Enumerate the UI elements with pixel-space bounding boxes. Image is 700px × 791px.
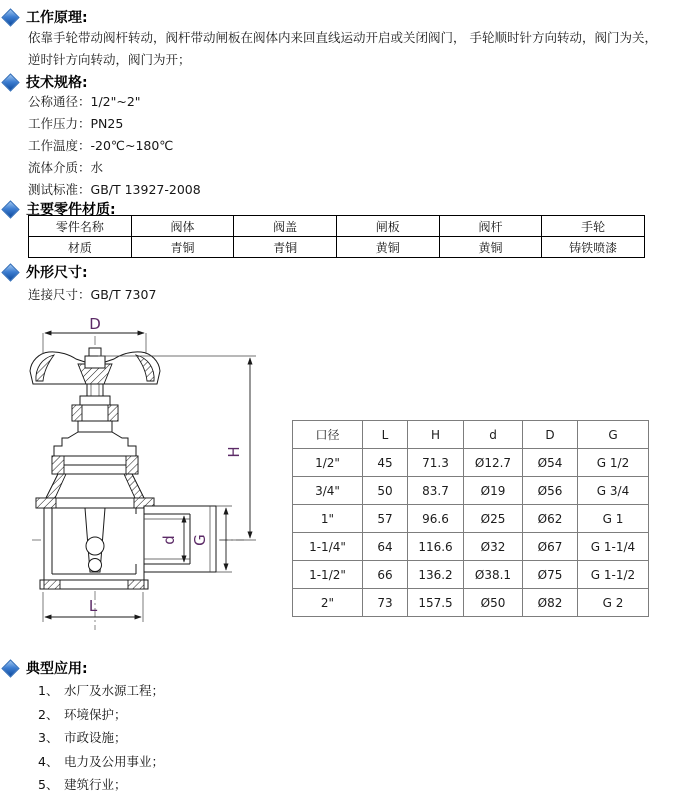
principle-title: 工作原理: (26, 10, 88, 26)
dim-cell: 96.6 (408, 505, 464, 533)
dim-cell: 1-1/2" (293, 561, 363, 589)
dim-cell: 73 (363, 589, 408, 617)
wedge-disc (86, 537, 104, 555)
materials-cell: 手轮 (542, 216, 645, 237)
application-item (38, 773, 164, 791)
dim-table-header-row (293, 421, 649, 449)
dim-label-H: H (225, 446, 243, 458)
materials-title: 主要零件材质: (26, 202, 116, 218)
application-text: 市政设施； (64, 730, 127, 745)
diamond-bullet-icon (1, 659, 19, 677)
diamond-bullet-icon (1, 8, 19, 26)
section-heading-specs (4, 72, 88, 92)
dim-cell: 71.3 (408, 449, 464, 477)
dim-label-L: L (88, 597, 98, 615)
dim-cell: Ø75 (523, 561, 578, 589)
section-heading-principle (4, 7, 88, 27)
application-number: 1、 (38, 683, 59, 698)
dim-cell: 64 (363, 533, 408, 561)
dim-cell: G 1/2 (578, 449, 649, 477)
bonnet-neck (78, 421, 112, 432)
dim-cell: G 3/4 (578, 477, 649, 505)
application-number: 3、 (38, 730, 59, 745)
dim-label-d: d (160, 535, 178, 545)
application-text: 电力及公用事业； (64, 753, 165, 769)
dim-cell: Ø50 (464, 589, 523, 617)
spec-value: -20℃~180℃ (90, 138, 174, 153)
spec-item (28, 179, 201, 201)
connection-value: GB/T 7307 (90, 287, 157, 302)
valve-technical-drawing (15, 312, 270, 642)
dim-table-row (293, 589, 649, 617)
connection-label: 连接尺寸： (28, 287, 91, 302)
section-heading-dimensions (4, 262, 88, 282)
spec-item (28, 135, 201, 157)
diamond-bullet-icon (1, 200, 19, 218)
materials-cell: 阀杆 (439, 216, 542, 237)
dim-cell: Ø67 (523, 533, 578, 561)
dimensions-title: 外形尺寸: (26, 265, 88, 281)
materials-header-row (29, 216, 645, 237)
spec-item (28, 113, 201, 135)
dim-header-cell: H (408, 421, 464, 449)
handwheel-nut (85, 356, 105, 368)
dim-cell: 83.7 (408, 477, 464, 505)
dim-cell: Ø56 (523, 477, 578, 505)
dim-cell: Ø38.1 (464, 561, 523, 589)
spec-value: PN25 (90, 116, 124, 131)
spec-label: 工作压力： (28, 116, 91, 131)
materials-cell: 零件名称 (29, 216, 132, 237)
spec-label: 工作温度： (28, 138, 91, 153)
dim-table-row (293, 561, 649, 589)
materials-table (28, 215, 645, 258)
materials-cell: 黄铜 (336, 237, 439, 258)
spec-item (28, 157, 201, 179)
dim-cell: Ø12.7 (464, 449, 523, 477)
spec-value: 1/2"~2" (90, 94, 141, 109)
application-text: 环境保护； (64, 706, 127, 722)
spec-label: 公称通径： (28, 94, 91, 109)
dim-cell: 116.6 (408, 533, 464, 561)
materials-cell: 黄铜 (439, 237, 542, 258)
dim-cell: 2" (293, 589, 363, 617)
principle-line: 依靠手轮带动阀杆转动，阀杆带动闸板在阀体内来回直线运动开启或关闭阀门， 手轮顺时针方向转动，阀门为关， (28, 30, 657, 45)
dim-header-cell: L (363, 421, 408, 449)
dim-cell: 45 (363, 449, 408, 477)
application-number: 2、 (38, 706, 59, 722)
materials-cell: 阀体 (131, 216, 234, 237)
section-heading-applications (4, 658, 88, 678)
application-number: 4、 (38, 753, 59, 769)
dim-cell: G 1-1/4 (578, 533, 649, 561)
dim-cell: Ø32 (464, 533, 523, 561)
dim-table-row (293, 477, 649, 505)
diamond-bullet-icon (1, 73, 19, 91)
applications-title: 典型应用: (26, 661, 88, 677)
dim-label-D: D (89, 315, 101, 333)
materials-cell: 闸板 (336, 216, 439, 237)
materials-cell: 青铜 (131, 237, 234, 258)
connection-standard-line (28, 285, 156, 303)
wedge-disc (89, 559, 102, 572)
applications-list (38, 679, 164, 791)
gland-collar (80, 396, 110, 405)
materials-cell: 阀盖 (234, 216, 337, 237)
application-item (38, 703, 164, 727)
dim-cell: 1/2" (293, 449, 363, 477)
dim-cell: Ø19 (464, 477, 523, 505)
application-number: 5、 (38, 777, 59, 791)
dim-cell: Ø25 (464, 505, 523, 533)
dim-cell: Ø54 (523, 449, 578, 477)
stem-top-nut (89, 348, 101, 356)
dim-header-cell: G (578, 421, 649, 449)
dim-cell: 66 (363, 561, 408, 589)
dim-cell: 1-1/4" (293, 533, 363, 561)
application-item (38, 750, 164, 774)
spec-label: 流体介质： (28, 160, 91, 175)
dim-table-row (293, 533, 649, 561)
dim-cell: 1" (293, 505, 363, 533)
dim-cell: G 2 (578, 589, 649, 617)
dim-cell: 157.5 (408, 589, 464, 617)
dim-cell: Ø82 (523, 589, 578, 617)
dim-header-cell: d (464, 421, 523, 449)
dim-cell: 57 (363, 505, 408, 533)
application-text: 建筑行业； (64, 777, 127, 791)
spec-value: 水 (90, 160, 104, 175)
specs-title: 技术规格: (26, 75, 88, 91)
diamond-bullet-icon (1, 263, 19, 281)
application-item (38, 679, 164, 703)
application-item (38, 726, 164, 750)
application-text: 水厂及水源工程； (64, 683, 165, 698)
dim-label-G: G (191, 534, 209, 546)
dimension-table (292, 420, 649, 617)
spec-item (28, 91, 201, 113)
specs-list (28, 91, 201, 201)
dim-cell: 3/4" (293, 477, 363, 505)
dim-cell: 50 (363, 477, 408, 505)
dim-header-cell: D (523, 421, 578, 449)
spec-label: 测试标准： (28, 182, 91, 197)
dim-table-row (293, 449, 649, 477)
bonnet-steps (54, 432, 136, 456)
dim-table-row (293, 505, 649, 533)
spec-value: GB/T 13927-2008 (90, 182, 201, 197)
dim-cell: 136.2 (408, 561, 464, 589)
dim-header-cell: 口径 (293, 421, 363, 449)
dim-cell: G 1-1/2 (578, 561, 649, 589)
principle-line: 逆时针方向转动，阀门为开； (28, 52, 191, 67)
materials-cell: 青铜 (234, 237, 337, 258)
principle-paragraph (28, 27, 657, 71)
dim-cell: Ø62 (523, 505, 578, 533)
materials-cell: 铸铁喷漆 (542, 237, 645, 258)
materials-cell: 材质 (29, 237, 132, 258)
dim-cell: G 1 (578, 505, 649, 533)
materials-value-row (29, 237, 645, 258)
